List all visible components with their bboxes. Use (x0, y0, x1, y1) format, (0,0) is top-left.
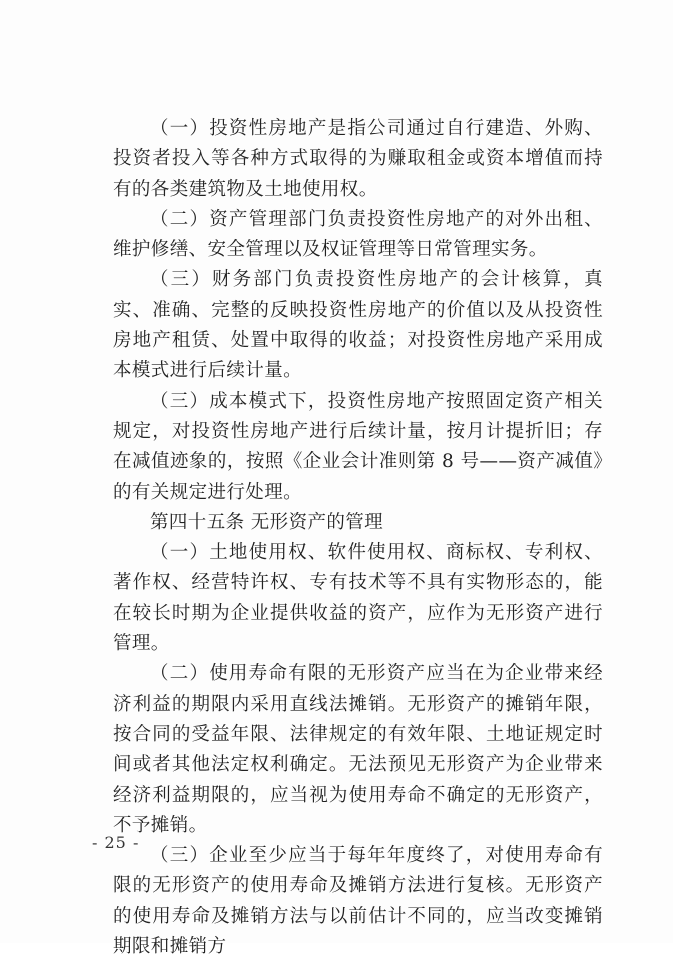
body-text (113, 114, 603, 962)
paragraph-cost-model: （三）成本模式下，投资性房地产按照固定资产相关规定，对投资性房地产进行后续计量，按月计提折旧；存在减值迹象的，按照《企业会计准则第 8 号——资产减值》的有关规定进行处理。 (113, 390, 603, 503)
paragraph-amortization: （二）使用寿命有限的无形资产应当在为企业带来经济利益的期限内采用直线法摊销。无形资产的摊销年限，按合同的受益年限、法律规定的有效年限、土地证规定时间或者其他法定权利确定。无法预见无形资产为企业带来经济利益期限的，应当视为使用寿命不确定的无形资产，不予摊销。 (113, 663, 603, 836)
paragraph-annual-review: （三）企业至少应当于每年年度终了，对使用寿命有限的无形资产的使用寿命及摊销方法进行复核。无形资产的使用寿命及摊销方法与以前估计不同的，应当改变摊销期限和摊销方 (113, 845, 603, 958)
article-45-heading: 第四十五条 无形资产的管理 (150, 511, 384, 533)
paragraph-investment-property-definition: （一）投资性房地产是指公司通过自行建造、外购、投资者投入等各种方式取得的为赚取租金或资本增值而持有的各类建筑物及土地使用权。 (113, 118, 603, 200)
paragraph-finance-duties: （三）财务部门负责投资性房地产的会计核算，真实、准确、完整的反映投资性房地产的价值以及从投资性房地产租赁、处置中取得的收益；对投资性房地产采用成本模式进行后续计量。 (113, 269, 603, 382)
paragraph-asset-management-duties: （二）资产管理部门负责投资性房地产的对外出租、维护修缮、安全管理以及权证管理等日常管理实务。 (113, 208, 603, 261)
paragraph-intangible-assets-scope: （一）土地使用权、软件使用权、商标权、专利权、著作权、经营特许权、专有技术等不具有实物形态的，能在较长时期为企业提供收益的资产，应作为无形资产进行管理。 (113, 542, 603, 655)
page-number: - 25 - (92, 833, 140, 852)
